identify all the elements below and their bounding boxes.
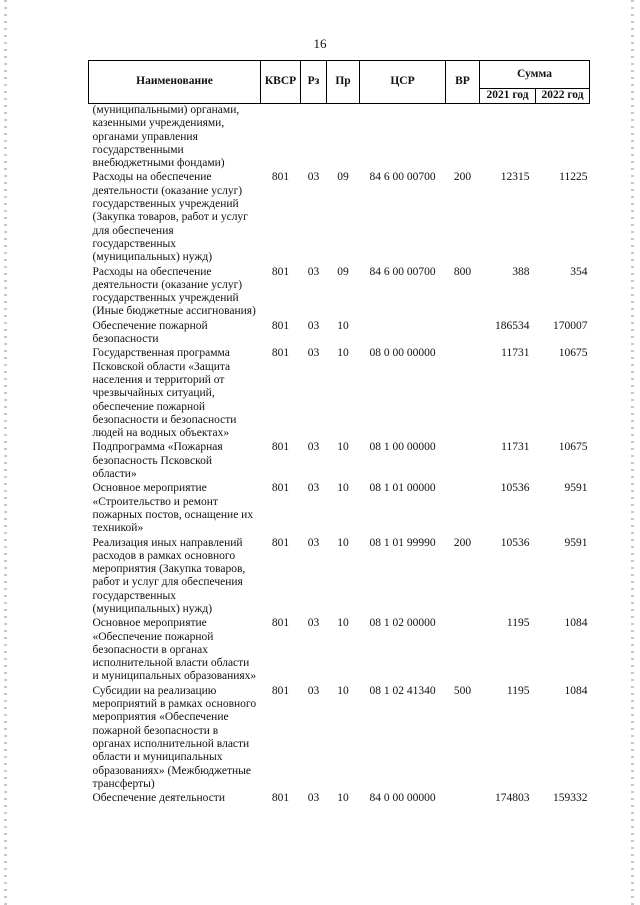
cell-rz: 03 [307,171,320,184]
cell-vr: 500 [453,684,472,697]
cell-rz: 03 [307,792,320,805]
cell-kvsr: 801 [271,171,290,184]
cell-sum-2021: 11731 [501,441,530,454]
header-year-2022: 2022 год [536,89,590,104]
cell-rz: 03 [307,347,320,360]
cell-sum-2022: 170007 [553,319,588,332]
table-row [89,685,590,792]
cell-sum-2022: 9591 [564,536,588,549]
cell-csr: 08 1 00 00000 [369,441,436,454]
cell-pr: 09 [337,265,349,278]
cell-sum-2021: 10536 [500,536,530,549]
header-kvsr: КВСР [261,61,301,104]
table-row [89,347,590,441]
cell-rz: 03 [307,617,320,630]
cell-sum-2022: 10675 [558,441,588,454]
cell-name: Реализация иных направлений расходов в рамках основного мероприятия (Закупка товаров, работ и услуг для обеспечения государственных (муниципальных) нужд) [92,536,246,615]
cell-pr: 10 [337,617,349,630]
cell-pr: 10 [337,482,349,495]
cell-name: Основное мероприятие «Строительство и ремонт пожарных постов, оснащение их техникой» [92,482,254,535]
header-year-2021: 2021 год [480,89,536,104]
cell-vr [446,617,480,684]
cell-name: Расходы на обеспечение деятельности (оказание услуг) государственных учреждений (Закупка товаров, работ и услуг для обеспечения государственных (муниципальных) нужд) [92,171,248,264]
cell-sum-2022: 9591 [564,482,588,495]
table-row [89,171,590,265]
cell-sum-2022: 354 [570,265,588,278]
header-sum: Сумма [480,61,590,89]
cell-vr [446,792,480,806]
cell-name: Государственная программа Псковской области «Защита населения и территорий от чрезвычайных ситуаций, обеспечение пожарной безопасности и безопасности людей на водных объектах» [92,347,237,440]
cell-csr [360,320,446,348]
cell-csr: 08 0 00 00000 [369,347,436,360]
cell-pr: 10 [337,536,349,549]
cell-vr [446,441,480,482]
cell-sum-2021: 388 [512,265,530,278]
header-name: Наименование [89,61,261,104]
cell-rz: 03 [307,441,320,454]
cell-csr: 08 1 02 41340 [369,684,436,697]
cell-pr: 10 [337,347,349,360]
cell-rz: 03 [307,684,320,697]
budget-table [88,60,590,806]
cell-vr: 200 [453,536,472,549]
cell-pr: 10 [337,441,349,454]
cell-csr: 08 1 02 00000 [369,617,436,630]
table-row [89,104,590,172]
cell-sum-2021: 1195 [506,617,530,630]
cell-vr: 200 [453,171,472,184]
cell-csr [360,104,446,172]
cell-name: Субсидии на реализацию мероприятий в рамках основного мероприятия «Обеспечение пожарной безопасности в органах исполнительной власти области и муниципальных образованиях» (Межбюджетные трансферты) [92,684,257,790]
cell-kvsr: 801 [271,482,290,495]
cell-name: Обеспечение деятельности [92,792,225,805]
cell-rz: 03 [307,265,320,278]
table-row [89,320,590,348]
cell-kvsr: 801 [271,441,290,454]
table-body [89,104,590,807]
scan-edge-left [4,0,7,905]
cell-kvsr: 801 [271,617,290,630]
cell-sum-2022: 159332 [553,792,588,805]
scan-edge-right [631,0,634,905]
cell-kvsr [261,104,301,172]
cell-vr [446,104,480,172]
cell-sum-2021 [480,104,536,172]
cell-sum-2021: 174803 [495,792,530,805]
cell-sum-2022: 1084 [564,617,588,630]
cell-kvsr: 801 [271,319,290,332]
cell-vr: 800 [453,265,472,278]
cell-rz: 03 [307,319,320,332]
cell-kvsr: 801 [271,684,290,697]
cell-kvsr: 801 [271,347,290,360]
cell-sum-2021: 10536 [500,482,530,495]
table-row [89,266,590,320]
cell-sum-2021: 12315 [500,171,530,184]
cell-rz [301,104,327,172]
cell-sum-2021: 1195 [506,684,530,697]
cell-kvsr: 801 [271,265,290,278]
table-row [89,617,590,684]
cell-sum-2022: 1084 [564,684,588,697]
cell-pr [327,104,360,172]
page-number: 16 [313,36,327,51]
cell-pr: 10 [337,319,349,332]
table-row [89,482,590,536]
cell-name: (муниципальными) органами, казенными учреждениями, органами управления государственными внебюджетными фондами) [92,104,240,170]
cell-csr: 08 1 01 00000 [369,482,436,495]
cell-rz: 03 [307,482,320,495]
header-pr: Пр [327,61,360,104]
cell-sum-2022 [536,104,590,172]
header-csr: ЦСР [360,61,446,104]
cell-pr: 09 [337,171,349,184]
cell-name: Обеспечение пожарной безопасности [92,319,208,346]
cell-sum-2021: 186534 [495,319,530,332]
cell-kvsr: 801 [271,792,290,805]
cell-csr: 84 0 00 00000 [369,792,436,805]
cell-name: Основное мероприятие «Обеспечение пожарной безопасности в органах исполнительной власти области и муниципальных образованиях» [92,617,257,683]
table-header [89,61,590,104]
cell-pr: 10 [337,792,349,805]
cell-name: Расходы на обеспечение деятельности (оказание услуг) государственных учреждений (Иные бюджетные ассигнования) [92,265,256,318]
table-row [89,537,590,618]
header-rz: Рз [301,61,327,104]
cell-name: Подпрограмма «Пожарная безопасность Псковской области» [92,441,223,481]
header-vr: ВР [446,61,480,104]
cell-sum-2022: 11225 [559,171,588,184]
cell-csr: 08 1 01 99990 [369,536,436,549]
table-row [89,792,590,806]
cell-vr [446,482,480,536]
cell-csr: 84 6 00 00700 [369,265,436,278]
cell-sum-2021: 11731 [501,347,530,360]
cell-kvsr: 801 [271,536,290,549]
cell-sum-2022: 10675 [558,347,588,360]
cell-rz: 03 [307,536,320,549]
cell-vr [446,347,480,441]
cell-pr: 10 [337,684,349,697]
table-row [89,441,590,482]
cell-vr [446,320,480,348]
cell-csr: 84 6 00 00700 [369,171,436,184]
